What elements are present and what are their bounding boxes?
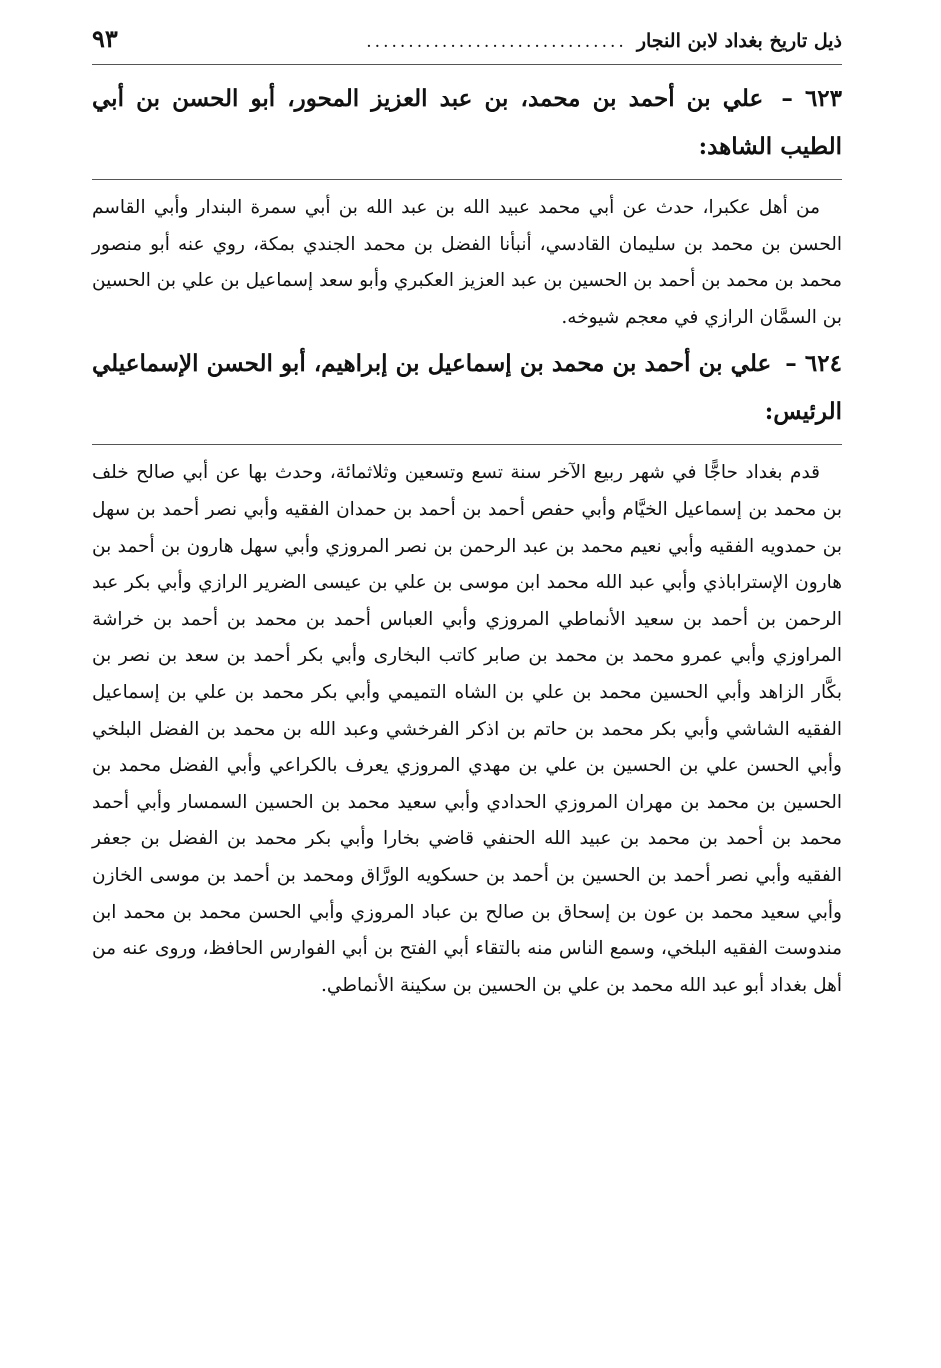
entry-heading-text: علي بن أحمد بن محمد، بن عبد العزيز المحور، أبو الحسن بن أبي الطيب الشاهد: (92, 85, 842, 160)
header-leader-dots: ............................... (366, 32, 627, 52)
header-title-wrap (366, 24, 842, 59)
entry-rule (92, 179, 842, 180)
entry-body: من أهل عكبرا، حدث عن أبي محمد عبيد الله بن عبد الله بن أبي سمرة البندار وأبي القاسم الحسن بن محمد بن سليمان القادسي، أنبأنا الفضل بن محمد الجندي بمكة، روي عنه أبو منصور محمد بن محمد بن أحمد بن الحسين بن عبد العزيز العكبري وأبو سعد إسماعيل بن علي بن الحسين بن السمَّان الرازي في معجم شيوخه. (92, 197, 842, 328)
book-page (92, 22, 842, 1004)
entry-number: ٦٢٤ – (785, 350, 842, 378)
book-title: ذيل تاريخ بغداد لابن النجار (636, 30, 842, 52)
entry-623 (92, 75, 842, 336)
entry-body: قدم بغداد حاجًّا في شهر ربيع الآخر سنة تسع وتسعين وثلاثمائة، وحدث بها عن أبي صالح خلف بن محمد بن إسماعيل الخيَّام وأبي حفص أحمد بن أحمد بن حمدان الفقيه وأبي نصر أحمد بن سهل بن حمدويه الفقيه وأبي نعيم محمد بن عبد الرحمن بن نصر المروزي وأبي سهل هارون بن أحمد بن هارون الإستراباذي وأبي عبد الله محمد ابن موسى بن علي بن عيسى الضرير الرازي وأبي بكر عبد الرحمن بن أحمد بن سعيد الأنماطي المروزي وأبي العباس أحمد بن محمد بن أحمد بن خراشة المراوزي وأبي عمرو محمد بن محمد بن صابر كاتب البخارى وأبي بكر أحمد بن سعد بن نصر بن بكَّار الزاهد وأبي الحسين محمد بن علي بن الشاه التميمي وأبي بكر محمد بن علي بن إسماعيل الفقيه الشاشي وأبي بكر محمد بن حاتم بن اذكر الفرخشي وعبد الله بن محمد بن الفضل البلخي وأبي الحسن علي بن الحسين بن علي بن مهدي المروزي يعرف بالكراعي وأبي الفضل محمد بن الحسين بن محمد بن مهران المروزي الحدادي وأبي سعيد محمد بن الحسين السمسار وأبي أحمد محمد بن أحمد بن محمد بن عبيد الله الحنفي قاضي بخارا وأبي بكر محمد بن الفضل بن جعفر الفقيه وأبي نصر أحمد بن الحسين بن أحمد بن حسكويه الورَّاق ومحمد بن أحمد بن موسى الخازن وأبي سعيد محمد بن عون بن إسحاق بن صالح بن عباد المروزي وأبي الحسن محمد بن محمد ابن مندوست الفقيه البلخي، وسمع الناس منه بالتقاء أبي الفتح بن أبي الفوارس الحافظ، وروى عنه من أهل بغداد أبو عبد الله محمد بن علي بن الحسين بن سكينة الأنماطي. (92, 462, 842, 996)
entry-rule (92, 444, 842, 445)
entry-heading (92, 340, 842, 436)
header-rule (92, 64, 842, 65)
entry-heading (92, 75, 842, 171)
page-number: ٩٣ (92, 24, 118, 53)
entry-number: ٦٢٣ – (781, 85, 842, 112)
entry-624 (92, 340, 842, 1004)
entry-heading-text: علي بن أحمد بن محمد بن إسماعيل بن إبراهيم، أبو الحسن الإسماعيلي الرئيس: (92, 350, 842, 426)
running-header (92, 22, 842, 56)
